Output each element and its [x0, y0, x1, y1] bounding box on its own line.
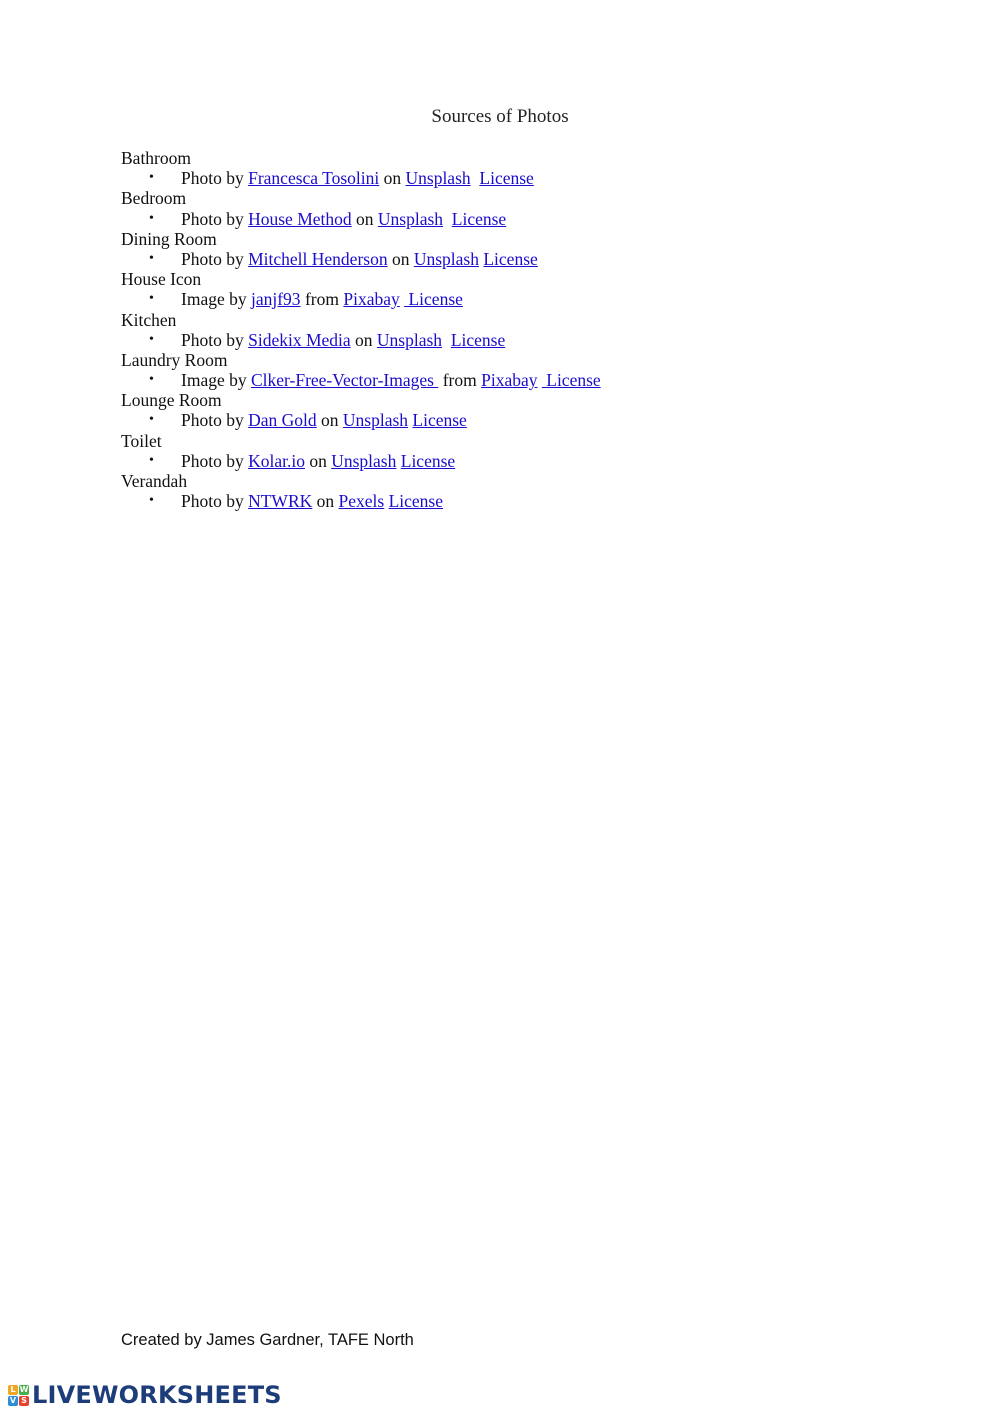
site-link[interactable]: Unsplash: [413, 248, 479, 269]
liveworksheets-logo-icon: [8, 1385, 29, 1406]
license-link[interactable]: License: [483, 248, 538, 269]
credit-prefix: Photo by: [181, 450, 249, 471]
credit-connector: from: [438, 370, 482, 391]
credit-prefix: Image by: [181, 370, 251, 391]
credit-prefix: Photo by: [181, 491, 249, 512]
credit-item: [121, 209, 881, 229]
credit-gap: [443, 209, 452, 229]
bullet-icon: •: [149, 372, 154, 388]
site-link[interactable]: Pexels: [338, 491, 385, 512]
page-title: Sources of Photos: [431, 106, 569, 127]
bullet-icon: •: [149, 412, 154, 428]
credit-connector: on: [350, 329, 377, 350]
license-link[interactable]: License: [450, 329, 506, 350]
author-link[interactable]: NTWRK: [248, 491, 313, 512]
credit-connector: from: [300, 289, 344, 310]
bullet-icon: •: [149, 291, 154, 307]
license-link[interactable]: License: [388, 491, 444, 512]
site-link[interactable]: Unsplash: [331, 450, 397, 471]
credit-item: [121, 451, 881, 471]
liveworksheets-brand[interactable]: [8, 1381, 282, 1409]
credit-prefix: Photo by: [181, 329, 249, 350]
logo-tile: V: [9, 1395, 17, 1405]
room-heading: Bathroom: [121, 148, 191, 168]
credit-item: [121, 289, 881, 309]
brand-name: LIVEWORKSHEETS: [32, 1381, 282, 1409]
bullet-icon: •: [149, 250, 154, 266]
room-heading: Kitchen: [121, 309, 177, 330]
author-link[interactable]: Sidekix Media: [248, 329, 351, 350]
credit-gap: [442, 330, 451, 350]
credit-item: [121, 249, 881, 269]
credit-item: [121, 491, 881, 511]
site-link[interactable]: Pixabay: [343, 289, 400, 310]
bullet-icon: •: [149, 170, 154, 186]
room-heading: Laundry Room: [121, 349, 228, 370]
footer-credit: Created by James Gardner, TAFE North: [121, 1331, 414, 1349]
author-link[interactable]: Kolar.io: [248, 450, 305, 471]
license-link[interactable]: License: [479, 168, 534, 189]
bullet-icon: •: [149, 452, 154, 468]
credit-item: [121, 410, 881, 430]
author-link[interactable]: Dan Gold: [248, 410, 317, 431]
room-heading: Verandah: [121, 471, 188, 491]
credit-prefix: Photo by: [181, 248, 249, 269]
license-link[interactable]: License: [404, 289, 463, 310]
room-heading: Toilet: [121, 430, 162, 451]
bullet-icon: •: [149, 493, 154, 509]
site-link[interactable]: Unsplash: [405, 168, 471, 189]
room-heading: Dining Room: [121, 228, 217, 249]
credit-item: [121, 370, 881, 390]
credit-prefix: Photo by: [181, 208, 249, 229]
credit-connector: on: [351, 208, 378, 229]
credit-prefix: Photo by: [181, 410, 249, 431]
logo-tile: W: [19, 1384, 29, 1394]
credit-prefix: Photo by: [181, 168, 249, 189]
bullet-icon: •: [149, 331, 154, 347]
bullet-icon: •: [149, 210, 154, 226]
author-link[interactable]: Francesca Tosolini: [248, 168, 380, 189]
license-link[interactable]: License: [400, 450, 456, 471]
logo-tile: S: [19, 1396, 29, 1406]
site-link[interactable]: Unsplash: [342, 410, 409, 431]
credit-item: [121, 330, 881, 350]
sources-list: [121, 148, 881, 511]
credit-connector: on: [312, 491, 339, 512]
license-link[interactable]: License: [412, 410, 467, 431]
credit-connector: on: [387, 248, 414, 269]
credit-connector: on: [316, 410, 343, 431]
room-heading: Bedroom: [121, 188, 187, 209]
author-link[interactable]: Clker-Free-Vector-Images: [250, 370, 439, 391]
site-link[interactable]: Unsplash: [377, 208, 444, 229]
author-link[interactable]: House Method: [248, 208, 352, 229]
author-link[interactable]: janjf93: [250, 289, 301, 310]
credit-item: [121, 168, 881, 188]
credit-connector: on: [304, 450, 332, 471]
site-link[interactable]: Unsplash: [376, 329, 443, 350]
site-link[interactable]: Pixabay: [481, 370, 538, 391]
license-link[interactable]: License: [541, 370, 601, 391]
credit-prefix: Image by: [181, 289, 251, 310]
license-link[interactable]: License: [451, 208, 507, 229]
room-heading: House Icon: [121, 269, 202, 290]
logo-tile: L: [8, 1385, 18, 1395]
author-link[interactable]: Mitchell Henderson: [248, 248, 388, 269]
credit-connector: on: [379, 168, 406, 189]
room-heading: Lounge Room: [121, 390, 222, 411]
